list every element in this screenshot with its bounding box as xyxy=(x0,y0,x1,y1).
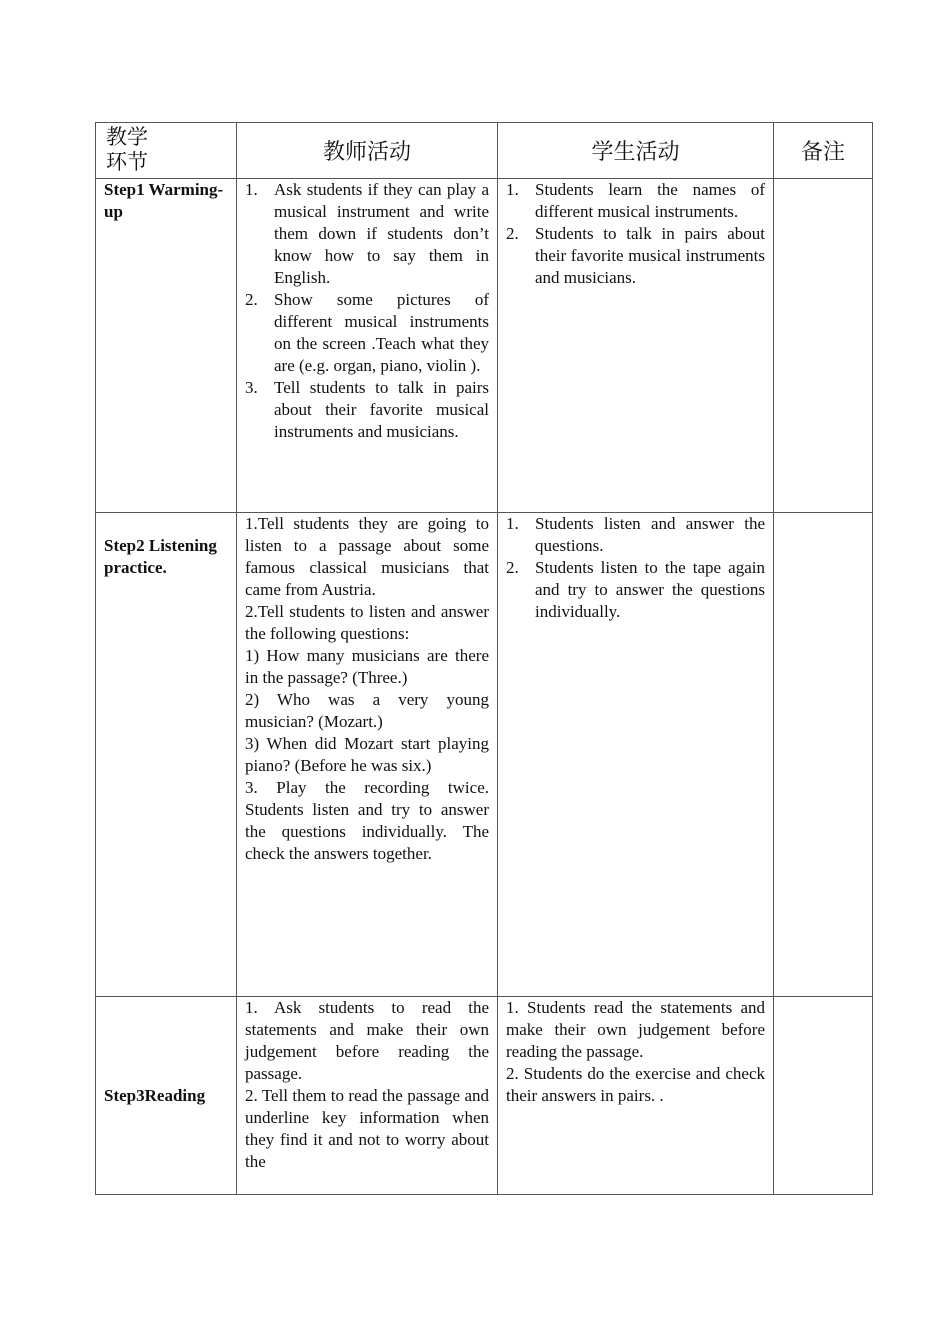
notes-cell xyxy=(774,179,873,513)
paragraph: 3. Play the recording twice. Students listen and try to answer the questions individually. The check the answers together. xyxy=(245,778,489,863)
item-text: Students learn the names of different musical instruments. xyxy=(535,180,765,221)
header-student-activity: 学生活动 xyxy=(498,123,774,179)
paragraph: 1.Tell students they are going to listen to a passage about some famous classical musicians that came from Austria. xyxy=(245,514,489,599)
lesson-plan-table xyxy=(95,122,873,1195)
paragraph: 2.Tell students to listen and answer the following questions: xyxy=(245,602,489,643)
teacher-activity-list xyxy=(245,179,489,443)
item-number: 2. xyxy=(506,224,519,243)
header-row xyxy=(96,123,873,179)
step-cell xyxy=(96,513,237,997)
list-item xyxy=(245,289,489,377)
student-activity-list xyxy=(506,179,765,289)
step-cell xyxy=(96,179,237,513)
header-stage xyxy=(96,123,237,179)
paragraph: 1. Ask students to read the statements and make their own judgement before reading the passage. xyxy=(245,998,489,1083)
notes-cell xyxy=(774,513,873,997)
table-row xyxy=(96,513,873,997)
step-label: Step3Reading xyxy=(104,1085,206,1105)
teacher-activity-cell xyxy=(237,179,498,513)
list-item xyxy=(506,513,765,557)
item-number: 1. xyxy=(506,180,519,199)
header-stage-line2: 环节 xyxy=(106,150,148,174)
teacher-activity-cell xyxy=(237,513,498,997)
item-number: 2. xyxy=(506,558,519,577)
paragraph: 3) When did Mozart start playing piano? (Before he was six.) xyxy=(245,734,489,775)
item-text: Students to talk in pairs about their favorite musical instruments and musicians. xyxy=(535,224,765,287)
step-cell xyxy=(96,997,237,1195)
paragraph: 1) How many musicians are there in the passage? (Three.) xyxy=(245,646,489,687)
item-text: Show some pictures of different musical instruments on the screen .Teach what they are (e.g. organ, piano, violin ). xyxy=(274,290,489,375)
step-label: Step2 Listening practice. xyxy=(104,536,217,577)
item-number: 1. xyxy=(245,180,258,199)
item-text: Tell students to talk in pairs about their favorite musical instruments and musicians. xyxy=(274,378,489,441)
table-row xyxy=(96,997,873,1195)
student-activity-cell xyxy=(498,997,774,1195)
paragraph: 1. Students read the statements and make their own judgement before reading the passage. xyxy=(506,998,765,1061)
notes-cell xyxy=(774,997,873,1195)
item-text: Students listen to the tape again and try to answer the questions individually. xyxy=(535,558,765,621)
list-item xyxy=(245,377,489,443)
item-text: Ask students if they can play a musical instrument and write them down if students don’t know how to say them in English. xyxy=(274,180,489,287)
header-teacher-activity: 教师活动 xyxy=(237,123,498,179)
student-activity-cell xyxy=(498,179,774,513)
item-text: Students listen and answer the questions. xyxy=(535,514,765,555)
item-number: 3. xyxy=(245,378,258,397)
list-item xyxy=(506,179,765,223)
item-number: 2. xyxy=(245,290,258,309)
paragraph: 2. Students do the exercise and check their answers in pairs. . xyxy=(506,1064,765,1105)
step-label: Step1 Warming-up xyxy=(104,180,224,221)
list-item xyxy=(245,179,489,289)
paragraph: 2. Tell them to read the passage and underline key information when they find it and not to worry about the xyxy=(245,1086,489,1171)
item-number: 1. xyxy=(506,514,519,533)
paragraph: 2) Who was a very young musician? (Mozart.) xyxy=(245,690,489,731)
list-item xyxy=(506,223,765,289)
student-activity-list xyxy=(506,513,765,623)
teacher-activity-cell xyxy=(237,997,498,1195)
table-row xyxy=(96,179,873,513)
student-activity-cell xyxy=(498,513,774,997)
header-stage-line1: 教学 xyxy=(106,125,148,149)
list-item xyxy=(506,557,765,623)
header-notes: 备注 xyxy=(774,123,873,179)
